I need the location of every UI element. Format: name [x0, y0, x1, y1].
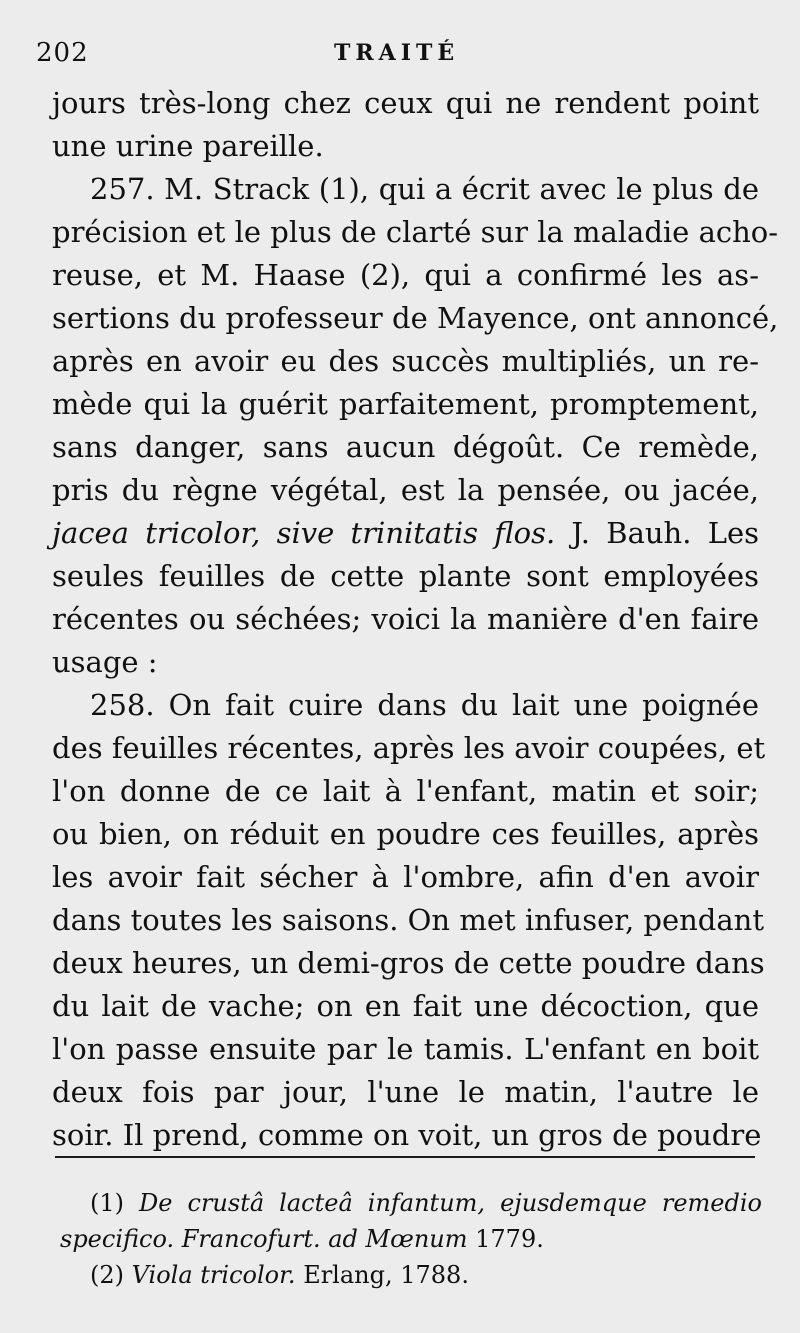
text-line: usage : [52, 645, 158, 679]
text-line: l'on passe ensuite par le tamis. L'enfant en boit [52, 1032, 759, 1066]
paragraph-258-start: 258. On fait cuire dans du lait une poignée [90, 688, 759, 722]
paragraph-257-start: 257. M. Strack (1), qui a écrit avec le plus de [90, 172, 759, 206]
text-line: seules feuilles de cette plante sont employées [52, 559, 759, 593]
text-line: pris du règne végétal, est la pensée, ou jacée, [52, 473, 759, 507]
text-line: jours très-long chez ceux qui ne rendent point [52, 86, 759, 120]
footnote-1-continued [60, 1222, 762, 1256]
text-line: récentes ou séchées; voici la manière d'en faire [52, 602, 759, 636]
text-line: ou bien, on réduit en poudre ces feuilles, après [52, 817, 759, 851]
page-header [36, 38, 760, 78]
text-line: deux fois par jour, l'une le matin, l'autre le [52, 1075, 759, 1109]
footnote-divider [55, 1156, 755, 1158]
text-line: du lait de vache; on en fait une décoction, que [52, 989, 759, 1023]
text-line: des feuilles récentes, après les avoir coupées, et [52, 731, 766, 765]
text-line-italic-latin [52, 512, 759, 554]
text-line: reuse, et M. Haase (2), qui a confirmé les as- [52, 258, 759, 292]
text-line: sertions du professeur de Mayence, ont annoncé, [52, 301, 779, 335]
text-line: l'on donne de ce lait à l'enfant, matin et soir; [52, 774, 759, 808]
page-number: 202 [36, 38, 89, 68]
footnote-marker: (1) [90, 1189, 124, 1217]
footnote-marker: (2) [90, 1261, 124, 1289]
text-line: soir. Il prend, comme on voit, un gros de poudre [52, 1118, 762, 1152]
text-line: sans danger, sans aucun dégoût. Ce remède, [52, 430, 759, 464]
footnote-place-year: Erlang, 1788. [295, 1261, 469, 1289]
text-fragment: J. Bauh. Les [555, 516, 759, 550]
text-line: dans toutes les saisons. On met infuser, pendant [52, 903, 764, 937]
text-line: les avoir fait sécher à l'ombre, afin d'en avoir [52, 860, 759, 894]
text-line: mède qui la guérit parfaitement, promptement, [52, 387, 759, 421]
footnote-1 [90, 1186, 762, 1220]
footnote-2 [90, 1258, 762, 1292]
footnote-citation: De crustâ lacteâ infantum, ejusdemque remedio [139, 1189, 762, 1217]
text-line: précision et le plus de clarté sur la maladie acho- [52, 215, 779, 249]
text-line: une urine pareille. [52, 129, 324, 163]
footnote-citation: Viola tricolor. [131, 1261, 296, 1289]
text-line: deux heures, un demi-gros de cette poudre dans [52, 946, 765, 980]
text-line: après en avoir eu des succès multipliés, un re- [52, 344, 759, 378]
footnote-citation: specifico. Francofurt. ad Mœnum [60, 1225, 468, 1253]
running-title: TRAITÉ [334, 40, 460, 66]
footnote-year: 1779. [467, 1225, 544, 1253]
latin-plant-name: jacea tricolor, sive trinitatis flos. [52, 516, 556, 550]
